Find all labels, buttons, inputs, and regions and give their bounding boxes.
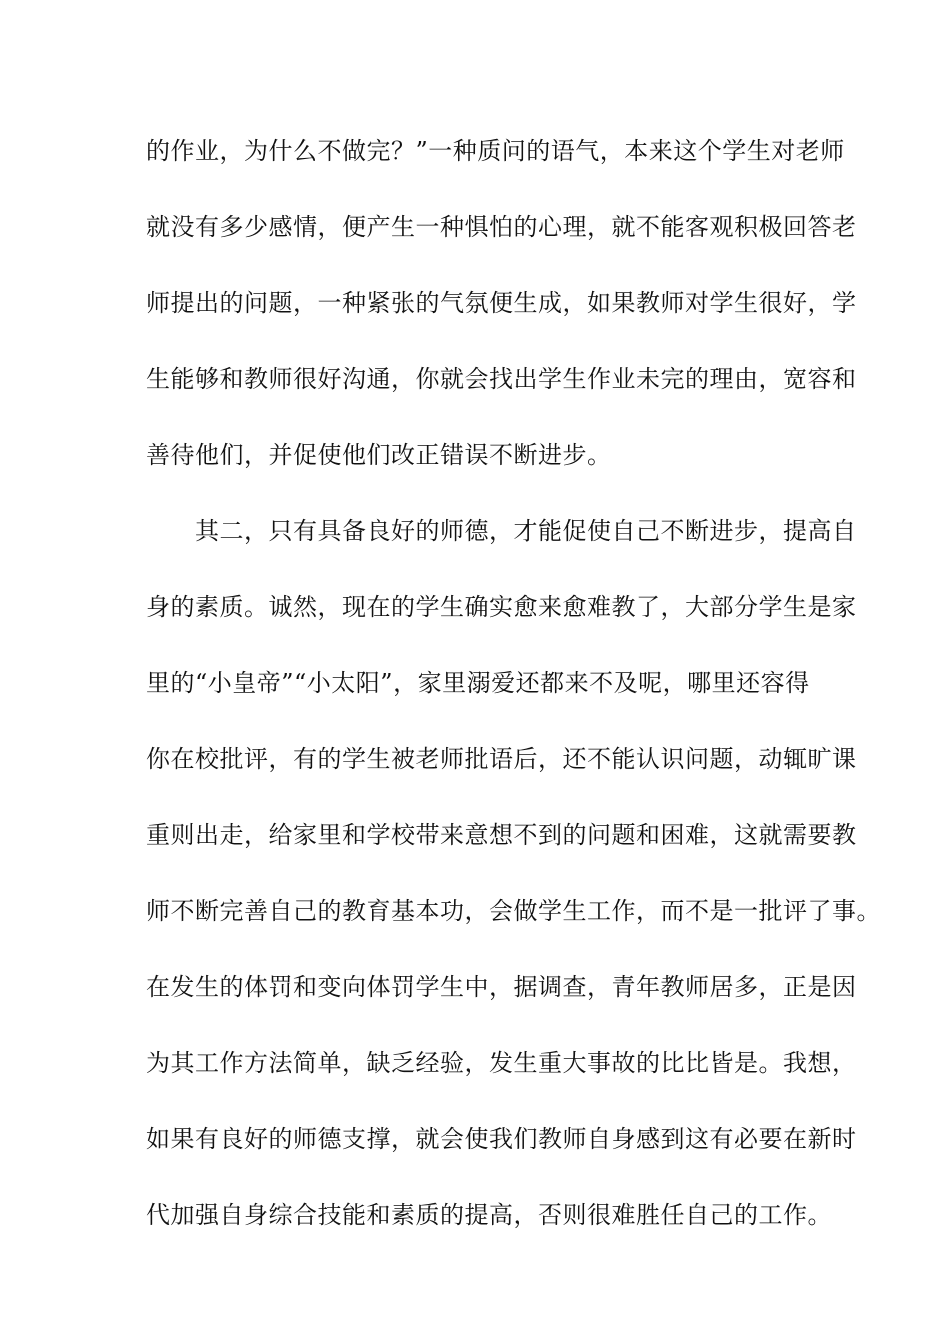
text-line: 身的素质。诚然，现在的学生确实愈来愈难教了，大部分学生是家 bbox=[146, 593, 857, 621]
text-line: 师提出的问题，一种紧张的气氛便生成，如果教师对学生很好，学 bbox=[146, 289, 857, 317]
text-line: 生能够和教师很好沟通，你就会找出学生作业未完的理由，宽容和 bbox=[146, 365, 857, 393]
body-text bbox=[146, 128, 881, 1268]
text-line: 善待他们，并促使他们改正错误不断进步。 bbox=[146, 441, 612, 469]
text-line: 你在校批评，有的学生被老师批语后，还不能认识问题，动辄旷课 bbox=[146, 745, 857, 773]
text-line: 如果有良好的师德支撑，就会使我们教师自身感到这有必要在新时 bbox=[146, 1125, 857, 1153]
text-line: 师不断完善自己的教育基本功，会做学生工作，而不是一批评了事。 bbox=[146, 897, 881, 925]
text-line: 为其工作方法简单，缺乏经验，发生重大事故的比比皆是。我想， bbox=[146, 1049, 857, 1077]
text-line: 在发生的体罚和变向体罚学生中，据调查，青年教师居多，正是因 bbox=[146, 973, 857, 1001]
text-line: 就没有多少感情，便产生一种惧怕的心理，就不能客观积极回答老 bbox=[146, 213, 857, 241]
text-line: 的作业，为什么不做完？”一种质问的语气，本来这个学生对老师 bbox=[146, 137, 845, 165]
text-line: 代加强自身综合技能和素质的提高，否则很难胜任自己的工作。 bbox=[146, 1201, 832, 1229]
paragraph-start-line: 其二，只有具备良好的师德，才能促使自己不断进步，提高自 bbox=[146, 517, 857, 545]
text-line: 重则出走，给家里和学校带来意想不到的问题和困难，这就需要教 bbox=[146, 821, 857, 849]
text-line: 里的“小皇帝”“小太阳”，家里溺爱还都来不及呢，哪里还容得 bbox=[146, 669, 810, 697]
